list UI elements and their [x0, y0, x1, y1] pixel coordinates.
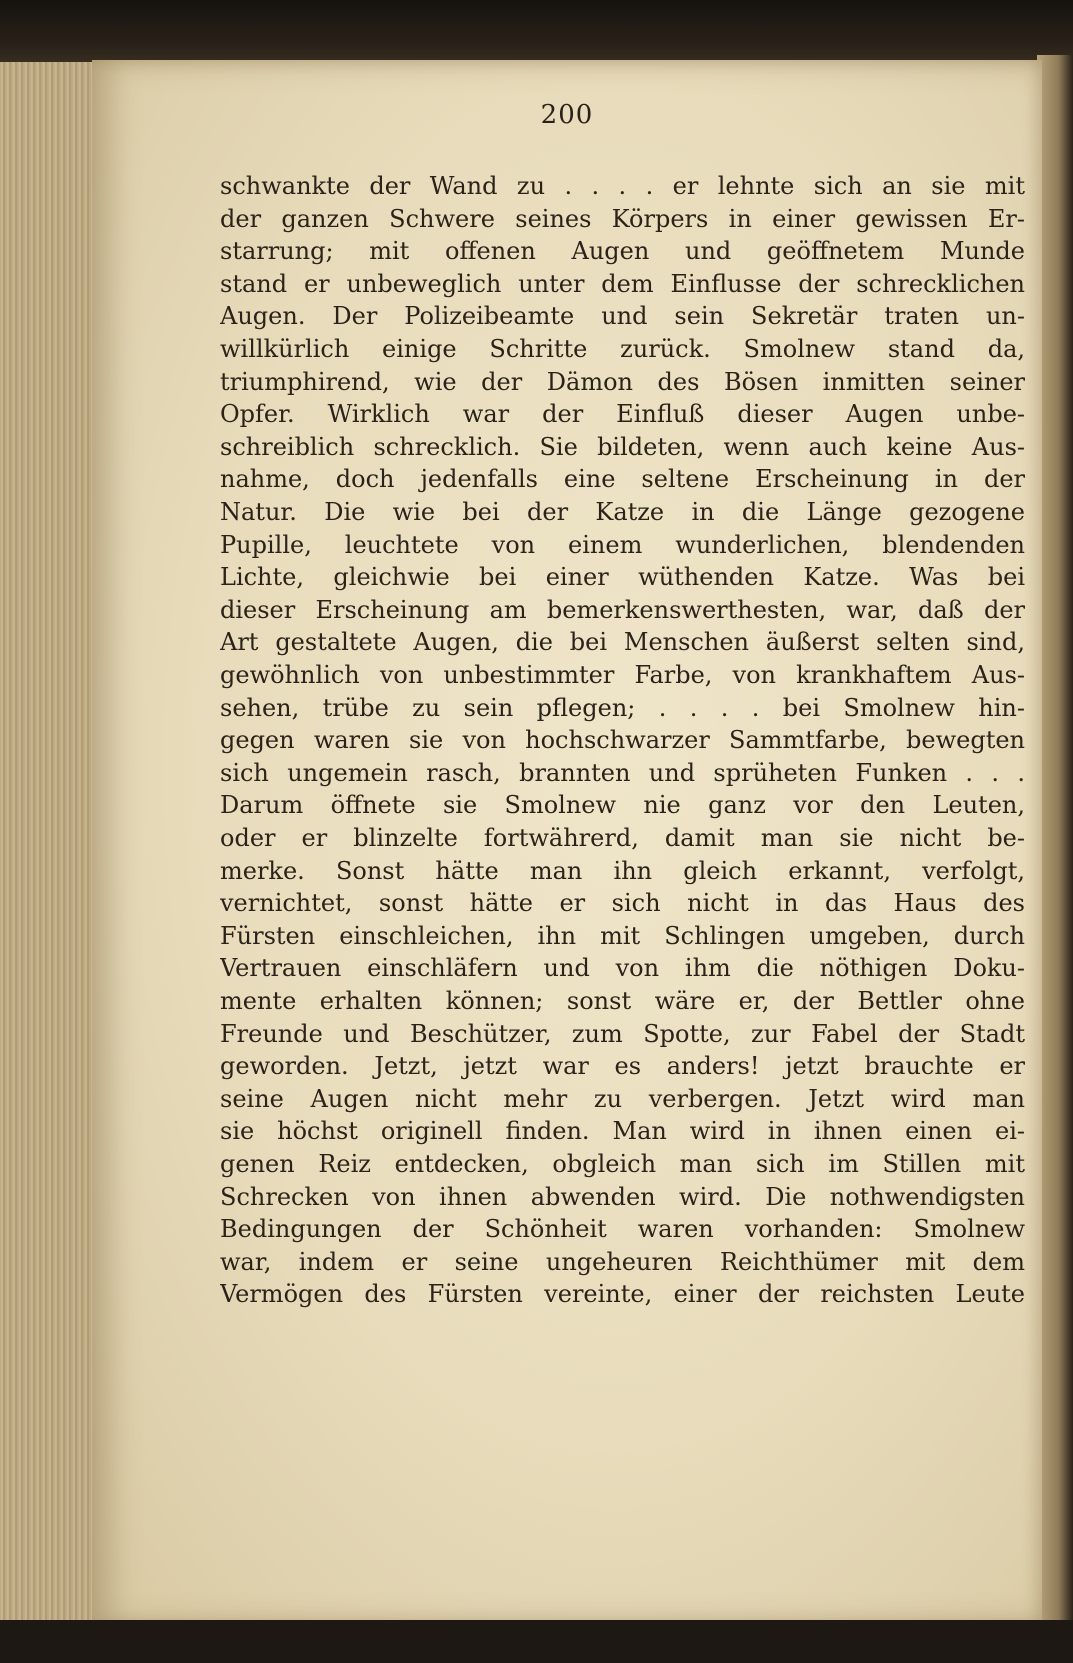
text-line: triumphirend, wie der Dämon des Bösen inmitten seiner	[220, 367, 1025, 396]
text-line: war, indem er seine ungeheuren Reichthümer mit dem	[220, 1247, 1025, 1276]
page-edges-left	[0, 62, 95, 1622]
text-line: Opfer. Wirklich war der Einfluß dieser Augen unbe-	[220, 400, 1025, 429]
text-line: merke. Sonst hätte man ihn gleich erkannt, verfolgt,	[220, 856, 1025, 885]
text-line: Vertrauen einschläfern und von ihm die nöthigen Doku-	[220, 954, 1025, 983]
text-line: der ganzen Schwere seines Körpers in einer gewissen Er-	[220, 204, 1025, 233]
text-line: schwankte der Wand zu . . . . er lehnte sich an sie mit	[220, 172, 1025, 200]
book-bottom-shadow	[0, 1620, 1073, 1663]
text-line: Fürsten einschleichen, ihn mit Schlingen umgeben, durch	[220, 921, 1025, 950]
text-line: Pupille, leuchtete von einem wunderlichen, blendenden	[220, 530, 1025, 559]
text-line: schreiblich schrecklich. Sie bildeten, wenn auch keine Aus-	[220, 432, 1025, 461]
text-line: starrung; mit offenen Augen und geöffnetem Munde	[220, 237, 1025, 266]
page-edge-right	[1037, 55, 1073, 1620]
text-line: stand er unbeweglich unter dem Einflusse der schrecklichen	[220, 269, 1025, 298]
text-line: geworden. Jetzt, jetzt war es anders! jetzt brauchte er	[220, 1052, 1025, 1081]
text-line: mente erhalten können; sonst wäre er, der Bettler ohne	[220, 987, 1025, 1015]
text-line: Natur. Die wie bei der Katze in die Länge gezogene	[220, 498, 1025, 526]
text-line: sich ungemein rasch, brannten und sprüheten Funken . . .	[220, 758, 1025, 787]
text-line: Bedingungen der Schönheit waren vorhanden: Smolnew	[220, 1215, 1025, 1244]
text-line: Lichte, gleichwie bei einer wüthenden Katze. Was bei	[220, 563, 1025, 592]
text-line: nahme, doch jedenfalls eine seltene Erscheinung in der	[220, 465, 1025, 494]
text-line: genen Reiz entdecken, obgleich man sich im Stillen mit	[220, 1150, 1025, 1178]
text-line: Freunde und Beschützer, zum Spotte, zur Fabel der Stadt	[220, 1019, 1025, 1048]
text-line: oder er blinzelte fortwährerd, damit man sie nicht be-	[220, 824, 1025, 852]
text-line: Augen. Der Polizeibeamte und sein Sekretär traten un-	[220, 302, 1025, 331]
text-line: Vermögen des Fürsten vereinte, einer der reichsten Leute	[220, 1280, 1025, 1309]
page-number: 200	[540, 100, 594, 130]
text-line: Darum öffnete sie Smolnew nie ganz vor den Leuten,	[220, 791, 1025, 820]
text-line: sie höchst originell finden. Man wird in ihnen einen ei-	[220, 1117, 1025, 1146]
text-line: vernichtet, sonst hätte er sich nicht in das Haus des	[220, 889, 1025, 918]
text-line: dieser Erscheinung am bemerkenswerthesten, war, daß der	[220, 595, 1025, 624]
text-line: Schrecken von ihnen abwenden wird. Die nothwendigsten	[220, 1182, 1025, 1211]
text-line: gegen waren sie von hochschwarzer Sammtfarbe, bewegten	[220, 726, 1025, 755]
text-line: seine Augen nicht mehr zu verbergen. Jetzt wird man	[220, 1084, 1025, 1113]
text-line: willkürlich einige Schritte zurück. Smolnew stand da,	[220, 335, 1025, 363]
book-top-shadow	[0, 0, 1073, 66]
text-line: Art gestaltete Augen, die bei Menschen äußerst selten sind,	[220, 628, 1025, 657]
text-line: gewöhnlich von unbestimmter Farbe, von krankhaftem Aus-	[220, 661, 1025, 689]
text-line: sehen, trübe zu sein pflegen; . . . . bei Smolnew hin-	[220, 693, 1025, 722]
